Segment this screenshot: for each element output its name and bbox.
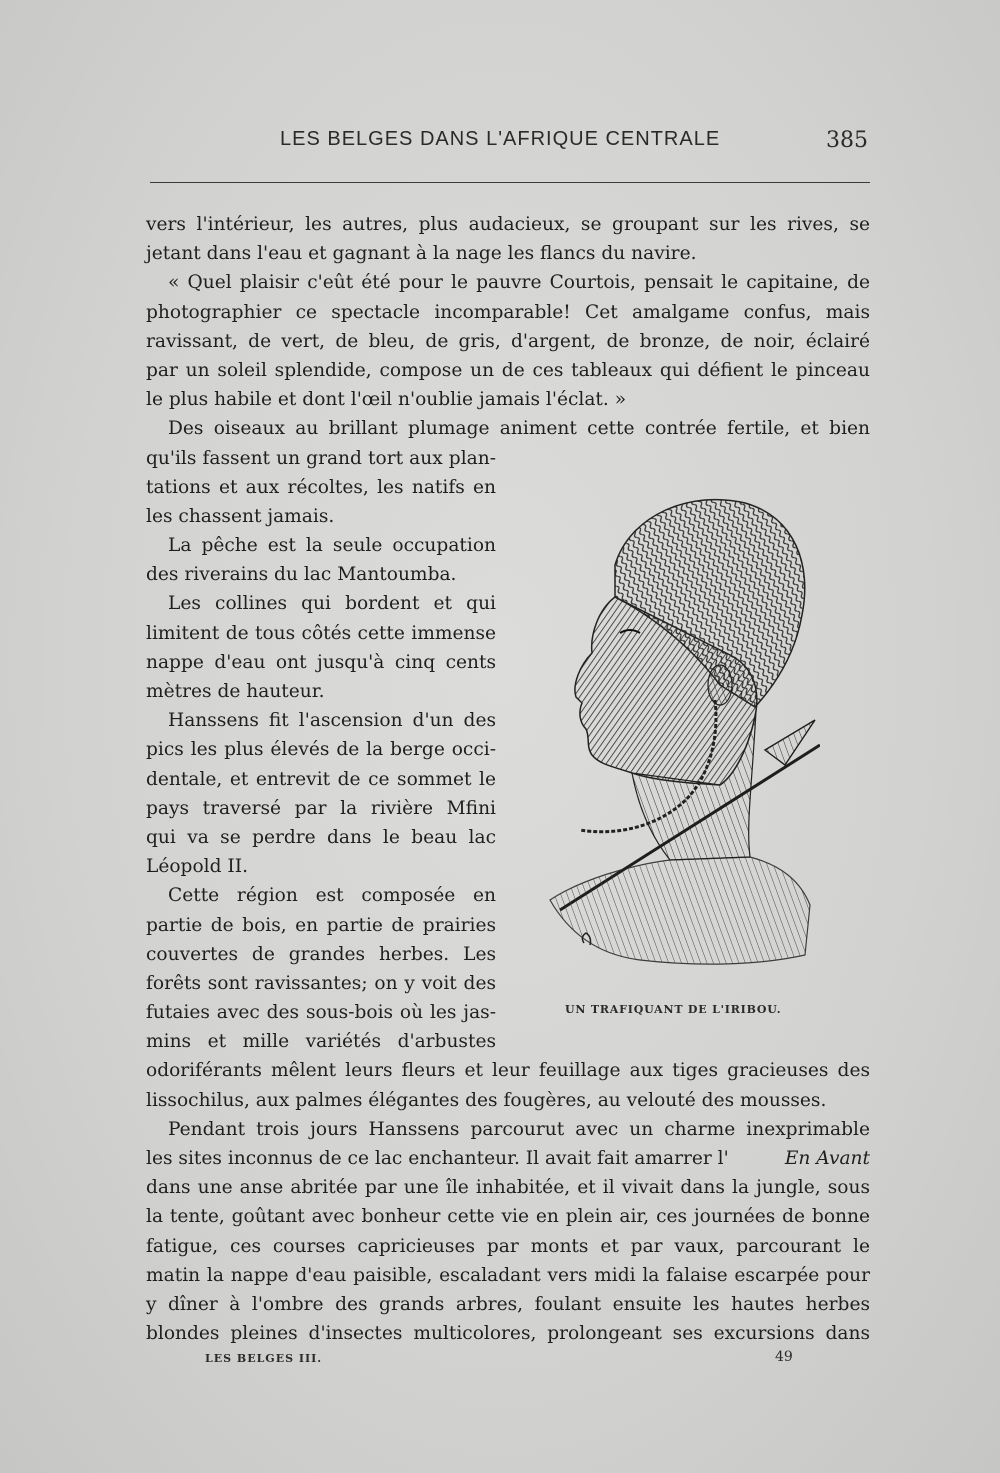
text-line: « Quel plaisir c'eût été pour le pauvre Courtois, pensait le capitaine, de xyxy=(168,272,870,294)
page-number: 385 xyxy=(826,128,868,153)
text-line: des riverains du lac Mantoumba. xyxy=(146,564,457,586)
text-line: Pendant trois jours Hanssens parcourut avec un charme inexprimable xyxy=(168,1118,870,1140)
text-line: Des oiseaux au brillant plumage animent cette contrée fertile, et bien xyxy=(168,418,870,440)
text-line: blondes pleines d'insectes multicolores, prolongeant ses excursions dans xyxy=(146,1323,870,1345)
text-line: Hanssens fit l'ascension d'un des xyxy=(168,710,496,732)
text-line: mins et mille variétés d'arbustes xyxy=(146,1031,496,1053)
text-line: les chassent jamais. xyxy=(146,505,335,527)
running-title: LES BELGES DANS L'AFRIQUE CENTRALE xyxy=(280,128,721,150)
text-line: la tente, goûtant avec bonheur cette vie en plein air, ces journées de bonne xyxy=(146,1206,870,1228)
text-line xyxy=(146,1144,870,1173)
running-head xyxy=(150,126,870,162)
text-line: mètres de hauteur. xyxy=(146,681,325,702)
text-line: qu'ils fassent un grand tort aux plan- xyxy=(146,447,496,469)
header-rule xyxy=(150,182,870,183)
text-line: lissochilus, aux palmes élégantes des fougères, au velouté des mousses. xyxy=(146,1089,827,1111)
footer-sheet-number: 49 xyxy=(775,1349,793,1365)
spear-head xyxy=(765,720,815,765)
text-line: pics les plus élevés de la berge occi- xyxy=(146,739,496,761)
text-line: futaies avec des sous-bois où les jas- xyxy=(146,1002,496,1024)
text-line: qui va se perdre dans le beau lac xyxy=(146,826,496,848)
text-line: Cette région est composée en xyxy=(168,885,496,907)
text-line: forêts sont ravissantes; on y voit des xyxy=(146,972,496,994)
text-line: photographier ce spectacle incomparable! Cet amalgame confus, mais xyxy=(146,301,870,323)
text-line: nappe d'eau ont jusqu'à cinq cents xyxy=(146,651,496,673)
text-line: vers l'intérieur, les autres, plus audacieux, se groupant sur les rives, se xyxy=(146,214,870,235)
text-line: limitent de tous côtés cette immense xyxy=(146,622,496,644)
text-line: couvertes de grandes herbes. Les xyxy=(146,943,496,965)
text-line: Léopold II. xyxy=(146,856,249,878)
text-line: pays traversé par la rivière Mfini xyxy=(146,797,496,819)
text-line: matin la nappe d'eau paisible, escaladant vers midi la falaise escarpée pour xyxy=(146,1264,870,1286)
footer-signature: LES BELGES III. xyxy=(205,1352,323,1365)
text-line: le plus habile et dont l'œil n'oublie jamais l'éclat. » xyxy=(146,389,627,411)
text-line: dans une anse abritée par une île inhabitée, et il vivait dans la jungle, sous xyxy=(146,1177,870,1199)
text-line: La pêche est la seule occupation xyxy=(168,535,496,557)
shoulders xyxy=(550,857,810,964)
text-line: jetant dans l'eau et gagnant à la nage les flancs du navire. xyxy=(146,243,697,265)
text-line: odoriférants mêlent leurs fleurs et leur feuillage aux tiges gracieuses des xyxy=(146,1060,870,1082)
text-line: Les collines qui bordent et qui xyxy=(168,593,496,615)
text-line: partie de bois, en partie de prairies xyxy=(146,914,496,936)
text-line-part: les sites inconnus de ce lac enchanteur. Il avait fait amarrer l' xyxy=(146,1148,729,1169)
text-line: ravissant, de vert, de bleu, de gris, d'argent, de bronze, de noir, éclairé xyxy=(146,330,870,352)
figure-caption: UN TRAFIQUANT DE L'IRIBOU. xyxy=(565,1003,782,1016)
text-line: y dîner à l'ombre des grands arbres, foulant ensuite les hautes herbes xyxy=(146,1293,870,1315)
text-line: fatigue, ces courses capricieuses par monts et par vaux, parcourant le xyxy=(146,1235,870,1257)
text-line: tations et aux récoltes, les natifs en xyxy=(146,476,496,498)
boat-name: En Avant xyxy=(784,1148,870,1169)
text-line: par un soleil splendide, compose un de ces tableaux qui défient le pinceau xyxy=(146,359,870,381)
text-line: dentale, et entrevit de ce sommet le xyxy=(146,768,496,790)
portrait-engraving xyxy=(520,485,820,985)
